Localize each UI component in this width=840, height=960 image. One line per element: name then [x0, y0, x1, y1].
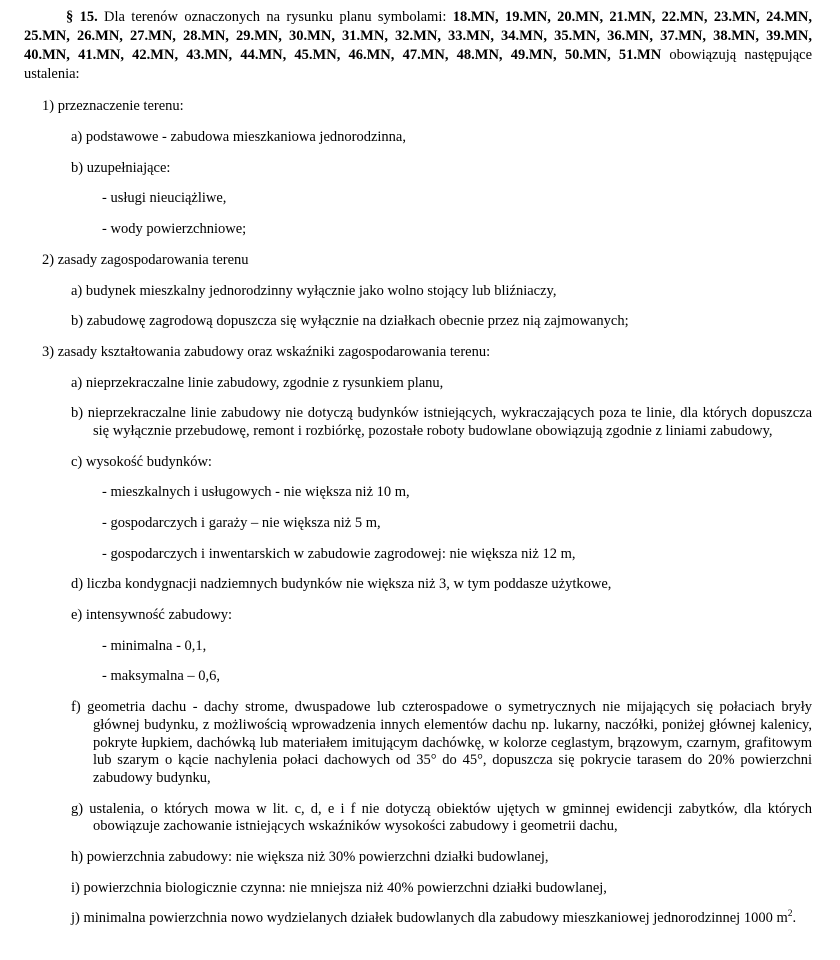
section-symbol-list: 18.MN, 19.MN, 20.MN, 21.MN, 22.MN, 23.MN, 24.MN, 25.MN, 26.MN, 27.MN, 28.MN, 29.MN, 30.MN, 31.MN, 32.MN, 33.MN, 34.MN, 35.MN, 36.MN, 37.MN, 38.MN, 39.MN, 40.MN, 41.MN, 42.MN, 43.MN, 44.MN, 45.MN, 46.MN, 47.MN, 48.MN, 49.MN, 50.MN, 51.MN — [24, 9, 813, 63]
list-item-text: przeznaczenie terenu: — [57, 98, 184, 115]
list-item-text: podstawowe - zabudowa mieszkaniowa jednorodzinna, — [85, 129, 406, 146]
list-item-text: nieprzekraczalne linie zabudowy nie dotyczą budynków istniejących, wykraczających poza te linie, dla których dopuszcza się wyłącznie przebudowę, remont i rozbiórkę, pozostałe roboty budowlane obowiązują zgodnie z liniami zabudowy, — [87, 405, 813, 439]
list-marker: e) — [71, 607, 83, 624]
list-item-text: mieszkalnych i usługowych - nie większa niż 10 m, — [110, 484, 410, 501]
list-item-text: nieprzekraczalne linie zabudowy, zgodnie z rysunkiem planu, — [85, 374, 444, 391]
list-marker: d) — [71, 576, 84, 593]
list-item-text-tail: . — [792, 910, 797, 927]
list-marker: 1) — [42, 98, 55, 115]
list-item-1b-dash-1 — [102, 190, 812, 208]
list-item-1b-dash-2 — [102, 221, 812, 239]
list-marker: f) — [71, 699, 81, 716]
list-item-3c-dash-2 — [102, 515, 812, 533]
list-item-text: powierzchnia zabudowy: nie większa niż 30% powierzchni działki budowlanej, — [86, 848, 549, 865]
list-item-3c — [71, 454, 812, 472]
list-marker: - — [102, 545, 107, 562]
list-item-text: minimalna - 0,1, — [110, 637, 207, 654]
list-marker: - — [102, 484, 107, 501]
list-marker: 2) — [42, 251, 55, 268]
list-item-text: powierzchnia biologicznie czynna: nie mniejsza niż 40% powierzchni działki budowlanej, — [83, 879, 607, 896]
list-item-3a — [71, 375, 812, 393]
list-marker: - — [102, 190, 107, 207]
list-marker: a) — [71, 374, 83, 391]
list-item-text: intensywność zabudowy: — [85, 607, 233, 624]
list-item-3 — [42, 344, 812, 362]
list-item-3h — [71, 849, 812, 867]
list-item-3e — [71, 607, 812, 625]
list-marker: - — [102, 637, 107, 654]
list-item-text: gospodarczych i inwentarskich w zabudowie zagrodowej: nie większa niż 12 m, — [110, 545, 576, 562]
list-marker: b) — [71, 405, 84, 422]
list-item-3g — [71, 801, 812, 836]
section-intro-lead: Dla terenów oznaczonych na rysunku planu symbolami: — [104, 9, 447, 25]
list-item-text: maksymalna – 0,6, — [110, 668, 221, 685]
list-item-3b — [71, 405, 812, 440]
list-item-text: geometria dachu - dachy strome, dwuspadowe lub czterospadowe o symetrycznych nie mijających się połaciach bryły głównej budynku, z możliwością wprowadzenia innych elementów dachu np. lukarny, naczółki, poniżej głównej kalenicy, pokryte łupkiem, dachówką lub materiałem imitującym dachówkę, w kolorze ceglastym, brązowym, czarnym, grafitowym lub szarym o kącie nachylenia połaci dachowych od 35° do 45°, dopuszcza się pokrycie tarasem do 20% powierzchni zabudowy budynku, — [87, 699, 812, 786]
list-marker: 3) — [42, 343, 55, 360]
list-item-2b — [71, 313, 812, 331]
list-marker: g) — [71, 800, 84, 817]
list-item-text: budynek mieszkalny jednorodzinny wyłącznie jako wolno stojący lub bliźniaczy, — [85, 282, 557, 299]
list-item-3f — [71, 699, 812, 787]
list-marker: - — [102, 221, 107, 238]
list-marker: b) — [71, 159, 84, 176]
section-mark: § 15. — [66, 9, 98, 25]
list-item-1a — [71, 129, 812, 147]
list-item-3e-dash-1 — [102, 638, 812, 656]
list-item-text: ustalenia, o których mowa w lit. c, d, e i f nie dotyczą obiektów ujętych w gminnej ewidencji zabytków, dla których obowiązuje zachowanie istniejących wskaźników wysokości zabudowy i geometrii dachu, — [89, 800, 812, 835]
list-marker: b) — [71, 313, 84, 330]
list-marker: a) — [71, 282, 83, 299]
list-item-text: minimalna powierzchnia nowo wydzielanych działek budowlanych dla zabudowy mieszkaniowej jednorodzinnej 1000 m — [83, 910, 788, 927]
list-item-text: liczba kondygnacji nadziemnych budynków nie większa niż 3, w tym poddasze użytkowe, — [86, 576, 612, 593]
list-item-2a — [71, 283, 812, 301]
list-item-text: zabudowę zagrodową dopuszcza się wyłącznie na działkach obecnie przez nią zajmowanych; — [86, 313, 629, 330]
list-item-text: wody powierzchniowe; — [110, 221, 247, 238]
list-item-3i — [71, 880, 812, 898]
list-marker: i) — [71, 879, 80, 896]
list-item-text: zasady kształtowania zabudowy oraz wskaźniki zagospodarowania terenu: — [57, 343, 491, 360]
list-item-2 — [42, 252, 812, 270]
list-item-text: uzupełniające: — [86, 159, 171, 176]
list-item-1b — [71, 160, 812, 178]
superscript-square: 2 — [787, 908, 793, 920]
list-item-text: usługi nieuciążliwe, — [110, 190, 227, 207]
list-item-text: gospodarczych i garaży – nie większa niż 5 m, — [110, 515, 381, 531]
list-item-3d — [71, 576, 812, 594]
list-marker: h) — [71, 848, 84, 865]
list-item-1 — [42, 98, 812, 116]
list-item-3j — [71, 910, 812, 928]
list-item-3c-dash-3 — [102, 546, 812, 564]
list-item-text: wysokość budynków: — [85, 453, 212, 470]
list-item-3c-dash-1 — [102, 484, 812, 502]
list-marker: a) — [71, 129, 83, 146]
list-marker: j) — [71, 910, 80, 927]
list-marker: - — [102, 668, 107, 685]
section-intro-paragraph — [24, 8, 812, 83]
section-intro-tail: obowiązują następujące ustalenia: — [24, 46, 813, 82]
list-marker: c) — [71, 453, 83, 470]
list-item-text: zasady zagospodarowania terenu — [57, 251, 249, 268]
list-item-3e-dash-2 — [102, 668, 812, 686]
list-marker: - — [102, 515, 107, 531]
